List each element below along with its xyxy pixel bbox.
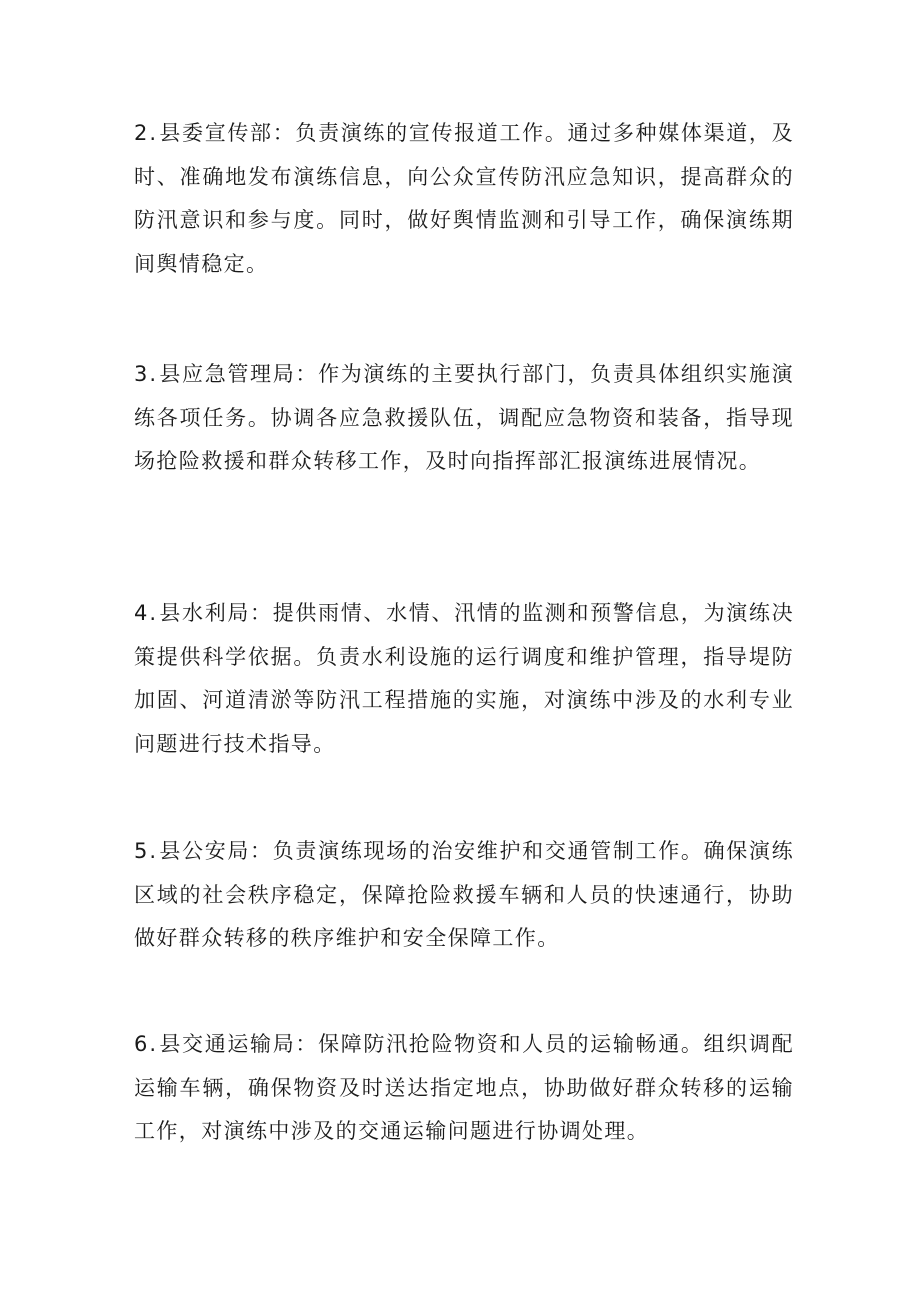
- paragraph-item-5: [134, 830, 794, 961]
- item-text: 县应急管理局：作为演练的主要执行部门，负责具体组织实施演练各项任务。协调各应急救援队伍，调配应急物资和装备，指导现场抢险救援和群众转移工作，及时向指挥部汇报演练进展情况。: [134, 362, 794, 473]
- paragraph-item-6: [134, 1023, 794, 1154]
- item-separator: .: [149, 121, 160, 145]
- item-text: 县水利局：提供雨情、水情、汛情的监测和预警信息，为演练决策提供科学依据。负责水利设施的运行调度和维护管理，指导堤防加固、河道清淤等防汛工程措施的实施，对演练中涉及的水利专业问题进行技术指导。: [134, 601, 794, 756]
- item-text: 县委宣传部：负责演练的宣传报道工作。通过多种媒体渠道，及时、准确地发布演练信息，向公众宣传防汛应急知识，提高群众的防汛意识和参与度。同时，做好舆情监测和引导工作，确保演练期间舆情稳定。: [134, 121, 794, 276]
- item-separator: .: [149, 1032, 160, 1056]
- item-text: 县公安局：负责演练现场的治安维护和交通管制工作。确保演练区域的社会秩序稳定，保障抢险救援车辆和人员的快速通行，协助做好群众转移的秩序维护和安全保障工作。: [134, 839, 794, 950]
- item-number: 3: [134, 362, 148, 386]
- paragraph-item-2: [134, 112, 794, 286]
- item-separator: .: [149, 601, 160, 625]
- item-text: 县交通运输局：保障防汛抢险物资和人员的运输畅通。组织调配运输车辆，确保物资及时送达指定地点，协助做好群众转移的运输工作，对演练中涉及的交通运输问题进行协调处理。: [134, 1032, 794, 1143]
- item-separator: .: [149, 839, 160, 863]
- item-number: 4: [134, 601, 148, 625]
- item-number: 6: [134, 1032, 148, 1056]
- paragraph-item-3: [134, 353, 794, 484]
- item-number: 5: [134, 839, 148, 863]
- paragraph-item-4: [134, 592, 794, 766]
- item-number: 2: [134, 121, 148, 145]
- item-separator: .: [149, 362, 160, 386]
